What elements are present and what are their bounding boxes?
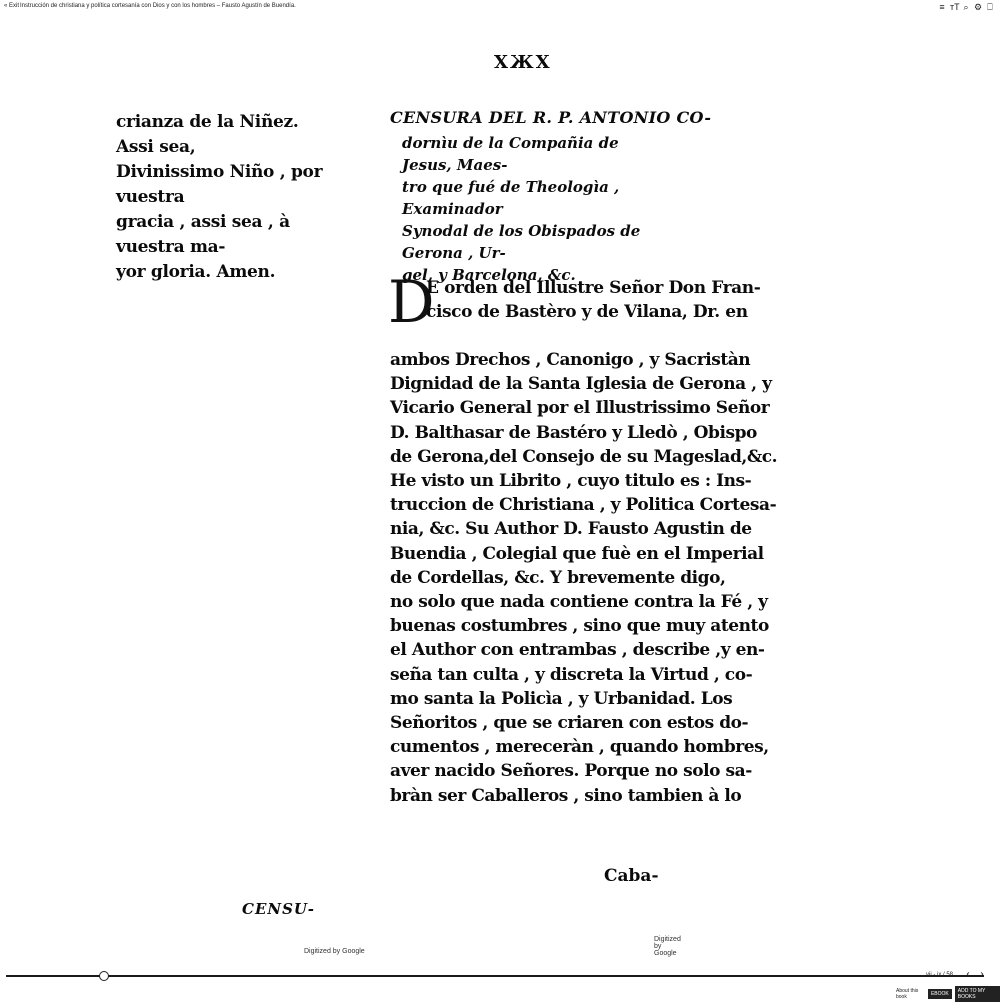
chevron-left-icon[interactable]: ‹ xyxy=(966,969,970,980)
page-ornament: XЖX xyxy=(494,52,552,73)
text-line: seña tan culta , y discreta la Virtud , co- xyxy=(390,664,753,685)
list-icon[interactable]: ≡ xyxy=(939,2,945,12)
text-line: ambos Drechos , Canonigo , y Sacristàn xyxy=(390,350,751,370)
font-size-icon[interactable]: ᴛT xyxy=(950,2,960,12)
text-line: crianza de la Niñez. Assi sea, xyxy=(116,112,299,157)
text-line: mo santa la Policìa , y Urbanidad. Los xyxy=(390,688,733,709)
text-line: cisco de Bastèro y de Vilana, Dr. en xyxy=(426,302,748,322)
page-slider-handle[interactable] xyxy=(99,971,109,981)
text-line: de Gerona,del Consejo de su Mageslad,&c. xyxy=(390,446,778,467)
drop-cap: D xyxy=(388,268,435,336)
settings-icon[interactable]: ⚙ xyxy=(974,2,983,12)
about-this-book-link[interactable]: About this book xyxy=(896,988,919,1000)
text-line: Vicario General por el Illustrissimo Señor xyxy=(390,398,770,419)
text-line: cumentos , mereceràn , quando hombres, xyxy=(390,737,769,758)
left-catchword: CENSU- xyxy=(242,900,315,918)
page-indicator: vii - ix / 58 xyxy=(926,972,954,978)
censura-subheading xyxy=(402,132,672,286)
right-page xyxy=(374,18,778,966)
left-page-text xyxy=(116,110,326,285)
text-line: bràn ser Caballeros , sino tambien à lo xyxy=(390,785,742,806)
text-line: Dignidad de la Santa Iglesia de Gerona , y xyxy=(390,374,772,395)
text-line: nia, &c. Su Author D. Fausto Agustin de xyxy=(390,519,752,540)
right-catchword: Caba- xyxy=(604,866,659,886)
heading-line: Synodal de los Obispados de Gerona , Ur- xyxy=(402,222,641,262)
text-line: aver nacido Señores. Porque no solo sa- xyxy=(390,761,752,782)
exit-link[interactable]: « Exit xyxy=(4,3,20,9)
text-line: Señoritos , que se criaren con estos do- xyxy=(390,713,749,734)
search-icon[interactable]: ⌕ xyxy=(963,2,969,12)
page-slider-track[interactable] xyxy=(6,975,984,977)
bookmark-icon[interactable]: ⎕ xyxy=(987,2,993,12)
chevron-right-icon[interactable]: › xyxy=(980,969,984,980)
censura-heading: CENSURA DEL R. P. ANTONIO CO- xyxy=(390,108,712,127)
top-bar xyxy=(0,0,1000,14)
text-line: de Cordellas, &c. Y brevemente digo, xyxy=(390,567,726,588)
text-line: no solo que nada contiene contra la Fé , y xyxy=(390,592,768,613)
heading-line: gel, y Barcelona, &c. xyxy=(402,266,576,284)
body-text xyxy=(390,348,778,808)
text-line: buenas costumbres , sino que muy atento xyxy=(390,616,769,637)
text-line: Buendia , Colegial que fuè en el Imperial xyxy=(390,543,764,564)
text-line: truccion de Christiana , y Politica Cortesa- xyxy=(390,495,777,516)
bottom-links xyxy=(896,986,1000,1002)
text-line: E orden del Illustre Señor Don Fran- xyxy=(426,278,761,298)
heading-line: tro que fué de Theologìa , Examinador xyxy=(402,178,620,218)
text-line: yor gloria. Amen. xyxy=(116,262,276,282)
text-line: Divinissimo Niño , por vuestra xyxy=(116,162,323,207)
text-line: D. Balthasar de Bastéro y Lledò , Obispo xyxy=(390,422,757,443)
digitized-by-google-left: Digitized by Google xyxy=(304,948,365,955)
ebook-button[interactable]: EBOOK xyxy=(928,989,952,999)
book-title: Instrucción de christiana y política cortesanía con Dios y con los hombres – Fausto Agustín de Buendía. xyxy=(20,3,296,9)
text-line: el Author con entrambas , describe ,y en- xyxy=(390,640,765,661)
text-line: gracia , assi sea , à vuestra ma- xyxy=(116,212,290,257)
heading-line: dornìu de la Compañia de Jesus, Maes- xyxy=(402,134,619,174)
toolbar-icons xyxy=(938,2,994,12)
text-line: He visto un Librito , cuyo titulo es : Ins- xyxy=(390,471,752,492)
digitized-by-google-right: Digitized by Google xyxy=(654,936,681,957)
add-to-my-books-button[interactable]: ADD TO MY BOOKS xyxy=(955,986,1000,1002)
body-first-lines xyxy=(426,276,761,324)
